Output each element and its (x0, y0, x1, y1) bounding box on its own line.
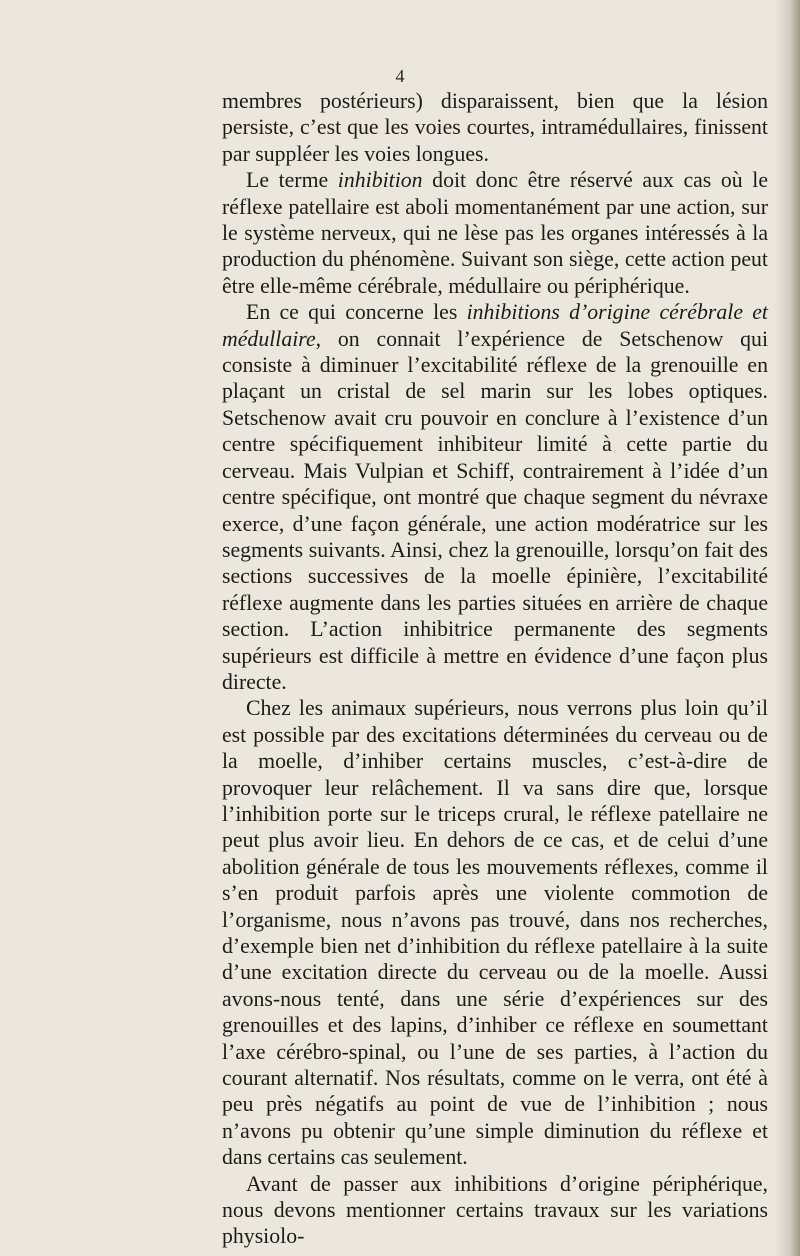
term-inhibitions-origine: inhibitions d’origine cérébrale et médullaire (222, 300, 768, 351)
paragraph-5: Avant de passer aux inhibitions d’origine périphérique, nous devons mentionner certains travaux sur les variations physiolo- (222, 1171, 768, 1249)
term-inhibition: inhibition (337, 168, 423, 193)
paragraph-4: Chez les animaux supérieurs, nous verrons plus loin qu’il est possible par des excitations déterminées du cerveau ou de la moelle, d’inhiber certains muscles, c’est-à-dire de provoquer leur relâchement. Il va sans dire que, lorsque l’inhibition porte sur le triceps crural, le réflexe patellaire ne peut plus avoir lieu. En dehors de ce cas, et de celui d’une abolition générale de tous les mouvements réflexes, comme il s’en produit parfois après une violente commotion de l’organisme, nous n’avons pas trouvé, dans nos recherches, d’exemple bien net d’inhibition du réflexe patellaire à la suite d’une excitation directe du cerveau ou de la moelle. Aussi avons-nous tenté, dans une série d’expériences sur des grenouilles et des lapins, d’inhiber ce réflexe en soumettant l’axe cérébro-spinal, ou l’une de ses parties, à l’action du courant alternatif. Nos résultats, comme on le verra, ont été à peu près négatifs au point de vue de l’inhibition ; nous n’avons pu obtenir qu’une simple diminution du réflexe et dans certains cas seulement. (222, 696, 768, 1170)
paragraph-2-after: doit donc être réservé aux cas où le réflexe patellaire est aboli momentanément par une action, sur le système nerveux, qui ne lèse pas les organes intéressés à la production du phénomène. Suivant son siège, cette action peut être elle-même cérébrale, médullaire ou périphérique. (222, 168, 768, 298)
paragraph-2-before: Le terme (246, 168, 338, 193)
paragraph-3-after: , on connait l’expérience de Setschenow qui consiste à diminuer l’excitabilité réflexe de la grenouille en plaçant un cristal de sel marin sur les lobes optiques. Setschenow avait cru pouvoir en conclure à l’existence d’un centre spécifiquement inhibiteur limité à cette partie du cerveau. Mais Vulpian et Schiff, contrairement à l’idée d’un centre spécifique, ont montré que chaque segment du névraxe exerce, d’une façon générale, une action modératrice sur les segments suivants. Ainsi, chez la grenouille, lorsqu’on fait des sections successives de la moelle épinière, l’excitabilité réflexe augmente dans les parties situées en arrière de chaque section. L’action inhibitrice permanente des segments supérieurs est difficile à mettre en évidence d’une façon plus directe. (222, 326, 768, 694)
body-text (222, 88, 768, 1250)
page-number: 4 (395, 66, 405, 86)
paragraph-2 (222, 167, 768, 299)
paragraph-1: membres postérieurs) disparaissent, bien que la lésion persiste, c’est que les voies courtes, intramédullaires, finissent par suppléer les voies longues. (222, 89, 768, 166)
paragraph-3-before: En ce qui concerne les (246, 300, 467, 325)
paragraph-3 (222, 299, 768, 695)
page-edge-shadow (774, 0, 800, 1256)
